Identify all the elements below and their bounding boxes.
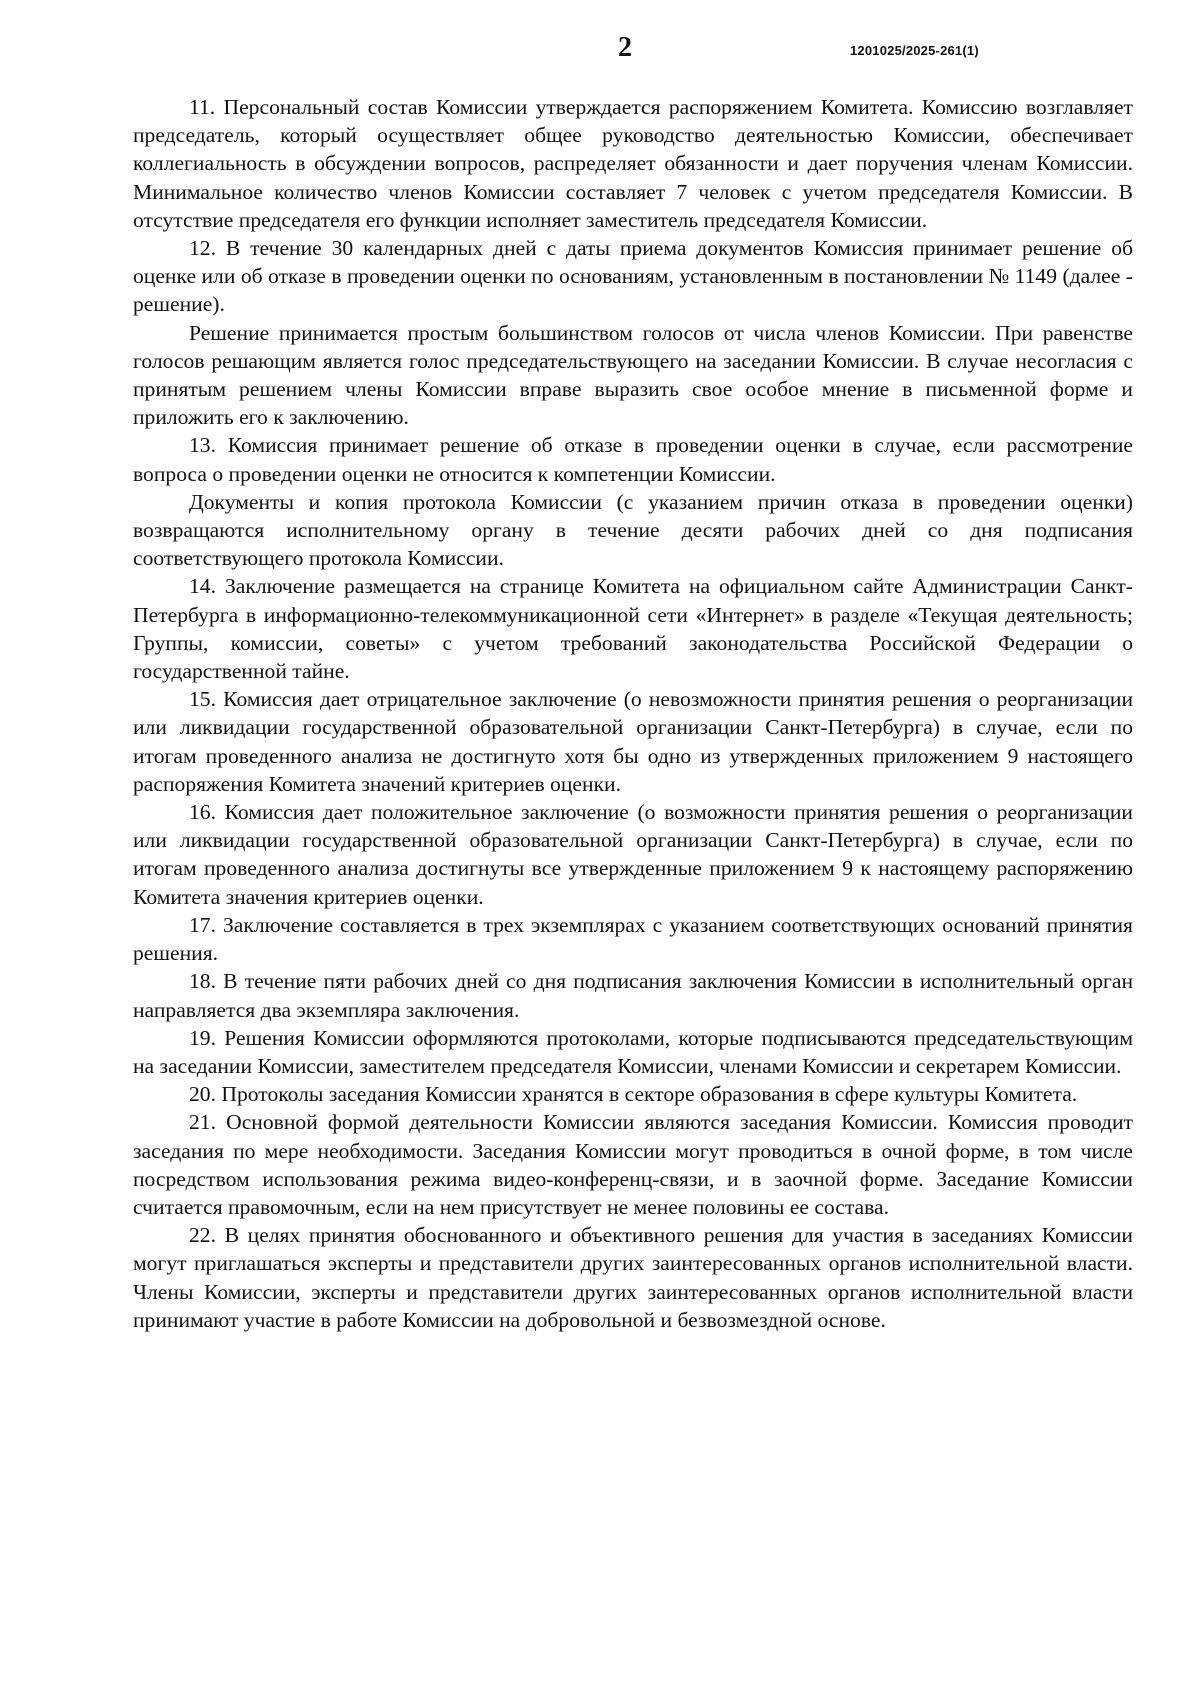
paragraph-15: 15. Комиссия дает отрицательное заключение (о невозможности принятия решения о реорганизации или ликвидации государственной образовательной организации Санкт-Петербурга) в случае, если по итогам проведенного анализа не достигнуто хотя бы одно из утвержденных приложением 9 настоящего распоряжения Комитета значений критериев оценки. bbox=[133, 687, 1133, 796]
document-id: 1201025/2025-261(1) bbox=[850, 43, 979, 58]
paragraph-12: 12. В течение 30 календарных дней с даты приема документов Комиссия принимает решение об оценке или об отказе в проведении оценки по основаниям, установленным в постановлении № 1149 (далее - решение). bbox=[133, 236, 1133, 317]
paragraph-17: 17. Заключение составляется в трех экземплярах с указанием соответствующих оснований принятия решения. bbox=[133, 912, 1133, 966]
paragraph-20: 20. Протоколы заседания Комиссии хранятся в секторе образования в сфере культуры Комитета. bbox=[189, 1082, 1078, 1107]
paragraph-11: 11. Персональный состав Комиссии утверждается распоряжением Комитета. Комиссию возглавляет председатель, который осуществляет общее руководство деятельностью Комиссии, обеспечивает коллегиальность в обсуждении вопросов, распределяет обязанности и дает поручения членам Комиссии. Минимальное количество членов Комиссии составляет 7 человек с учетом председателя Комиссии. В отсутствие председателя его функции исполняет заместитель председателя Комиссии. bbox=[133, 95, 1133, 232]
paragraph-13-documents: Документы и копия протокола Комиссии (с указанием причин отказа в проведении оценки) возвращаются исполнительному органу в течение десяти рабочих дней со дня подписания соответствующего протокола Комиссии. bbox=[133, 489, 1133, 571]
page-number: 2 bbox=[618, 32, 632, 63]
paragraph-14: 14. Заключение размещается на странице Комитета на официальном сайте Администрации Санкт-Петербурга в информационно-телекоммуникационной сети «Интернет» в разделе «Текущая деятельность; Группы, комиссии, советы» с учетом требований законодательства Российской Федерации о государственной тайне. bbox=[133, 574, 1133, 684]
paragraph-16: 16. Комиссия дает положительное заключение (о возможности принятия решения о реорганизации или ликвидации государственной образовательной организации Санкт-Петербурга) в случае, если по итогам проведенного анализа достигнуты все утвержденные приложением 9 к настоящему распоряжению Комитета значения критериев оценки. bbox=[133, 800, 1133, 909]
paragraph-18: 18. В течение пяти рабочих дней со дня подписания заключения Комиссии в исполнительный орган направляется два экземпляра заключения. bbox=[133, 969, 1133, 1022]
paragraph-19: 19. Решения Комиссии оформляются протоколами, которые подписываются председательствующим на заседании Комиссии, заместителем председателя Комиссии, членами Комиссии и секретарем Комиссии. bbox=[133, 1025, 1133, 1078]
paragraph-22: 22. В целях принятия обоснованного и объективного решения для участия в заседаниях Комиссии могут приглашаться эксперты и представители других заинтересованных органов исполнительной власти. Члены Комиссии, эксперты и представители других заинтересованных органов исполнительной власти принимают участие в работе Комиссии на добровольной и безвозмездной основе. bbox=[133, 1223, 1133, 1332]
paragraph-12-decision: Решение принимается простым большинством голосов от числа членов Комиссии. При равенстве голосов решающим является голос председательствующего на заседании Комиссии. В случае несогласия с принятым решением члены Комиссии вправе выразить свое особое мнение в письменной форме и приложить его к заключению. bbox=[133, 320, 1133, 430]
paragraph-13: 13. Комиссия принимает решение об отказе в проведении оценки в случае, если рассмотрение вопроса о проведении оценки не относится к компетенции Комиссии. bbox=[133, 433, 1133, 486]
document-body bbox=[133, 93, 1133, 1334]
paragraph-21: 21. Основной формой деятельности Комиссии являются заседания Комиссии. Комиссия проводит заседания по мере необходимости. Заседания Комиссии могут проводиться в очной форме, в том числе посредством использования режима видео-конференц-связи, и в заочной форме. Заседание Комиссии считается правомочным, если на нем присутствует не менее половины ее состава. bbox=[133, 1110, 1133, 1219]
